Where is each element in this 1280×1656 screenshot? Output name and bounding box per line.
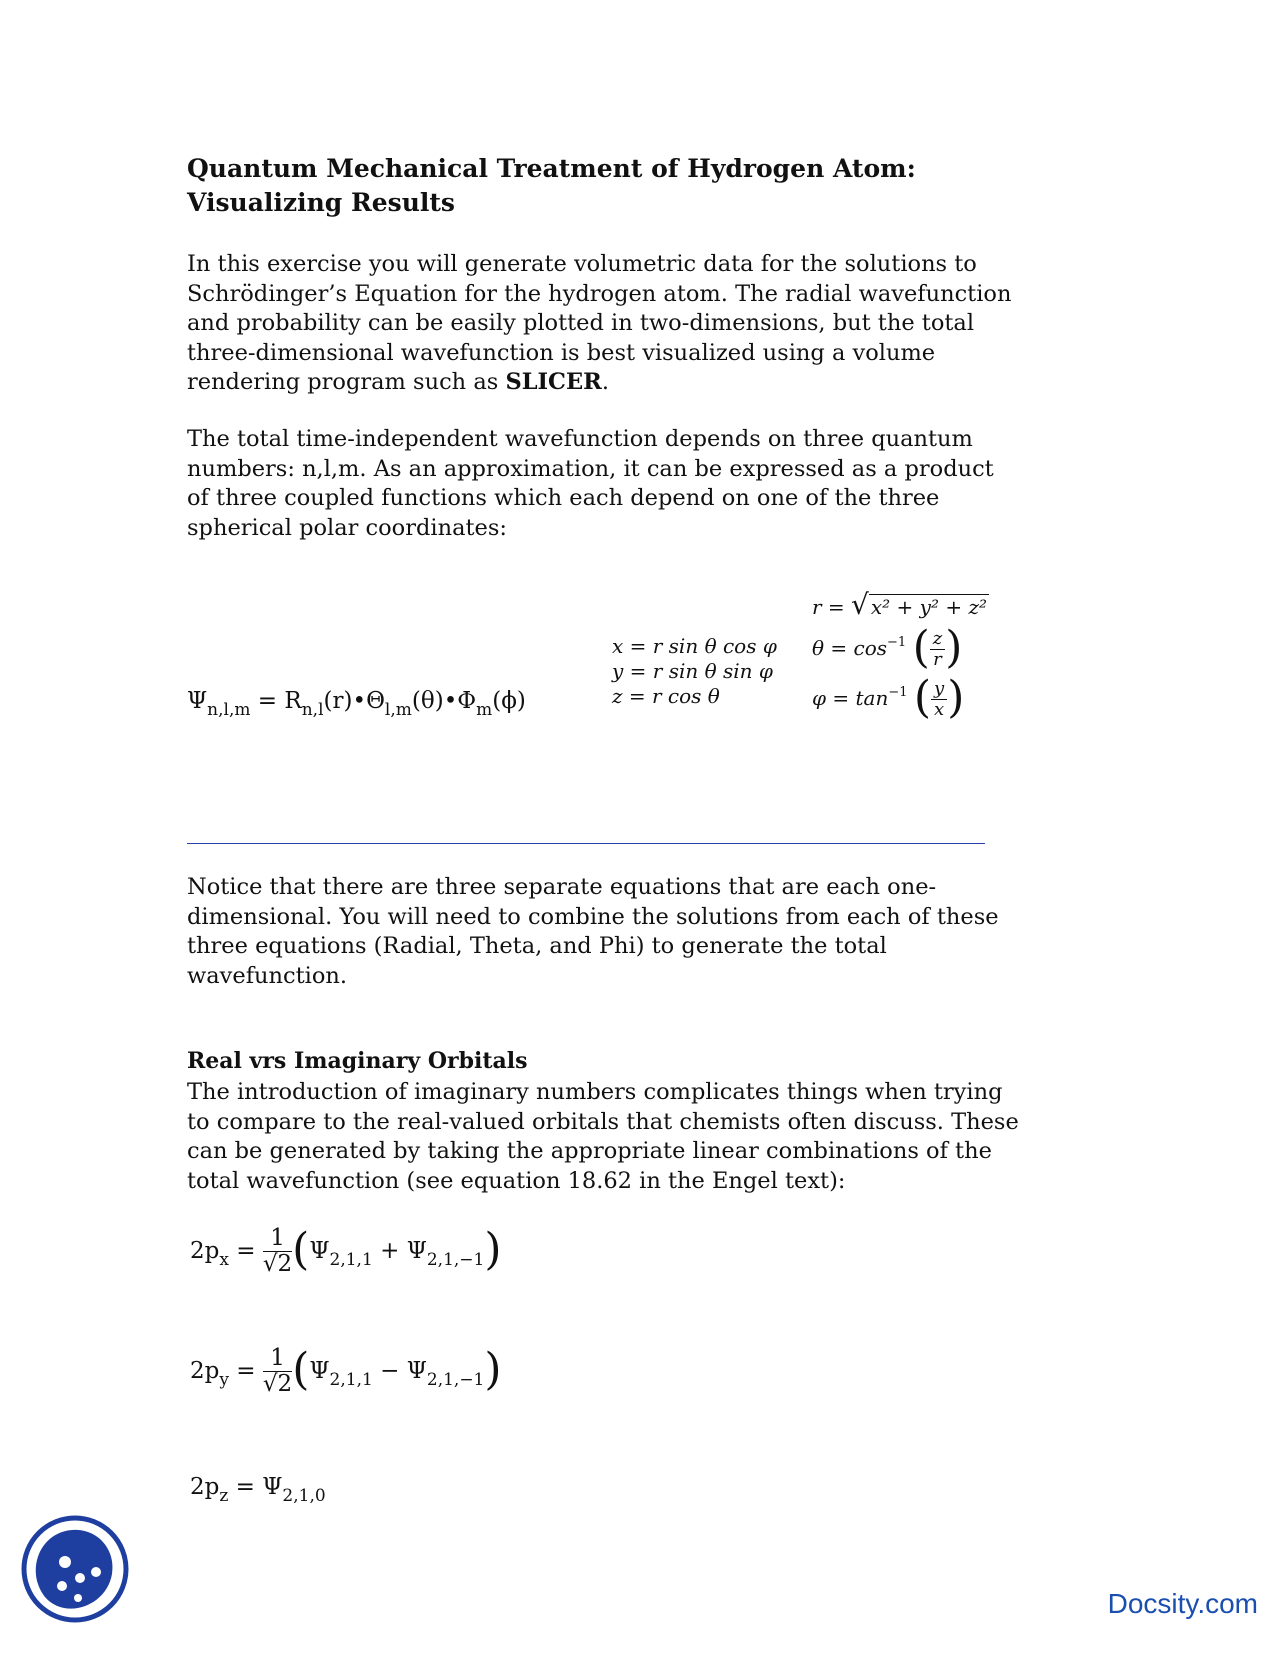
page-title — [187, 152, 1187, 220]
r-lhs: r = — [812, 595, 852, 619]
intro-line — [187, 368, 1107, 398]
orbital-number: 2 — [190, 1474, 205, 1500]
2py-equation — [190, 1346, 502, 1398]
fraction-numerator: y — [931, 679, 947, 700]
orbital-subscript: x — [219, 1249, 229, 1270]
paragraph-line: The introduction of imaginary numbers complicates things when trying — [187, 1079, 1003, 1105]
equals-sign: = — [228, 1237, 263, 1264]
r-equation — [812, 588, 989, 621]
intro-line: three-dimensional wavefunction is best visualized using a volume — [187, 339, 936, 366]
paragraph-line: to compare to the real-valued orbitals that chemists often discuss. These — [187, 1108, 1019, 1135]
real-imaginary-paragraph — [187, 1078, 1107, 1196]
cartesian-z: z = r cos θ — [612, 684, 720, 708]
notice-paragraph — [187, 873, 1107, 991]
fraction-denominator: √2 — [262, 1371, 293, 1398]
psi-symbol: Ψ — [262, 1474, 283, 1500]
cartesian-equations — [612, 634, 777, 709]
r-radicand: x² + y² + z² — [870, 595, 988, 619]
paragraph-line: total wavefunction (see equation 18.62 in the Engel text): — [187, 1167, 846, 1194]
intro-line: Schrödinger’s Equation for the hydrogen atom. The radial wavefunction — [187, 280, 1012, 307]
paragraph-line: numbers: n,l,m. As an approximation, it can be expressed as a product — [187, 455, 994, 482]
docsity-logo-icon — [20, 1514, 130, 1624]
theta-equation — [812, 624, 962, 675]
orbital-subscript: y — [219, 1369, 229, 1390]
intro-text-end: . — [601, 369, 609, 395]
radial-subscript: n,l — [301, 700, 324, 720]
section-heading: Real vrs Imaginary Orbitals — [187, 1048, 528, 1074]
orbital-subscript: z — [219, 1486, 229, 1506]
theta-inverse-exponent: −1 — [887, 635, 907, 650]
cartesian-x: x = r sin θ cos φ — [612, 634, 777, 658]
theta-argument: (θ) — [411, 688, 444, 714]
equals-sign: = — [228, 1474, 263, 1500]
open-paren: ( — [912, 622, 930, 673]
phi-equation — [812, 674, 964, 725]
psi-symbol: Ψ — [309, 1357, 330, 1384]
close-paren: ) — [484, 1344, 502, 1396]
psi-subscript: n,l,m — [207, 700, 251, 720]
psi-subscript: 2,1,−1 — [426, 1249, 485, 1270]
fraction-denominator: r — [933, 649, 942, 670]
theta-subscript: l,m — [384, 700, 412, 720]
close-paren: ) — [947, 672, 965, 723]
slicer-term: SLICER — [505, 369, 602, 395]
fraction-numerator: 1 — [263, 1346, 292, 1372]
minus-sign: − — [372, 1357, 407, 1384]
phi-lhs: φ = tan — [812, 686, 889, 710]
product-bullet: • — [443, 688, 458, 714]
phi-subscript: m — [476, 700, 493, 720]
cartesian-y: y = r sin θ sin φ — [612, 659, 773, 683]
theta-symbol: Θ — [366, 688, 385, 714]
y-over-x-fraction — [931, 679, 947, 720]
sqrt-symbol: √ — [851, 588, 869, 621]
intro-paragraph — [187, 250, 1107, 398]
orbital-number: 2 — [190, 1237, 205, 1264]
fraction-numerator: 1 — [263, 1226, 292, 1252]
product-bullet: • — [352, 688, 367, 714]
close-paren: ) — [945, 622, 963, 673]
total-wavefunction-paragraph — [187, 425, 1107, 543]
radial-symbol: R — [284, 688, 302, 714]
paragraph-line: wavefunction. — [187, 962, 348, 989]
close-paren: ) — [484, 1224, 502, 1276]
paragraph-line: Notice that there are three separate equations that are each one- — [187, 874, 937, 900]
docsity-brand-link[interactable]: Docsity.com — [1107, 1588, 1258, 1619]
2px-equation — [190, 1226, 502, 1278]
intro-text: rendering program such as — [187, 369, 506, 395]
orbital-letter: p — [204, 1357, 220, 1384]
equals-sign: = — [250, 688, 285, 714]
psi-subscript: 2,1,0 — [282, 1486, 326, 1506]
psi-subscript: 2,1,1 — [329, 1249, 373, 1270]
paragraph-line: spherical polar coordinates: — [187, 514, 507, 541]
plus-sign: + — [372, 1237, 407, 1264]
psi-symbol: Ψ — [406, 1357, 427, 1384]
psi-subscript: 2,1,1 — [329, 1369, 373, 1390]
z-over-r-fraction — [930, 629, 945, 670]
orbital-number: 2 — [190, 1357, 205, 1384]
fraction-denominator: √2 — [262, 1251, 293, 1278]
radial-argument: (r) — [323, 688, 353, 714]
intro-line: In this exercise you will generate volumetric data for the solutions to — [187, 251, 977, 277]
paragraph-line: three equations (Radial, Theta, and Phi) to generate the total — [187, 933, 887, 959]
psi-symbol: Ψ — [309, 1237, 330, 1264]
orbital-letter: p — [204, 1474, 220, 1500]
wavefunction-equation — [187, 688, 526, 720]
horizontal-divider — [187, 843, 985, 844]
2pz-equation — [190, 1474, 326, 1506]
psi-symbol: Ψ — [187, 688, 208, 714]
normalization-fraction — [263, 1346, 292, 1398]
paragraph-line: The total time-independent wavefunction depends on three quantum — [187, 426, 973, 452]
fraction-denominator: x — [934, 699, 945, 720]
normalization-fraction — [263, 1226, 292, 1278]
title-line-1: Quantum Mechanical Treatment of Hydrogen Atom: — [187, 154, 916, 183]
theta-lhs: θ = cos — [812, 636, 888, 660]
equals-sign: = — [228, 1357, 263, 1384]
orbital-letter: p — [204, 1237, 220, 1264]
open-paren: ( — [292, 1344, 310, 1396]
paragraph-line: can be generated by taking the appropriate linear combinations of the — [187, 1138, 992, 1164]
phi-argument: (ϕ) — [492, 688, 526, 714]
phi-inverse-exponent: −1 — [888, 685, 908, 700]
title-line-2: Visualizing Results — [187, 188, 456, 217]
phi-symbol: Φ — [457, 688, 477, 714]
paragraph-line: dimensional. You will need to combine the solutions from each of these — [187, 903, 999, 930]
psi-symbol: Ψ — [406, 1237, 427, 1264]
open-paren: ( — [292, 1224, 310, 1276]
fraction-numerator: z — [930, 629, 945, 650]
open-paren: ( — [913, 672, 932, 723]
psi-subscript: 2,1,−1 — [426, 1369, 485, 1390]
paragraph-line: of three coupled functions which each depend on one of the three — [187, 485, 940, 511]
intro-line: and probability can be easily plotted in two-dimensions, but the total — [187, 310, 975, 336]
